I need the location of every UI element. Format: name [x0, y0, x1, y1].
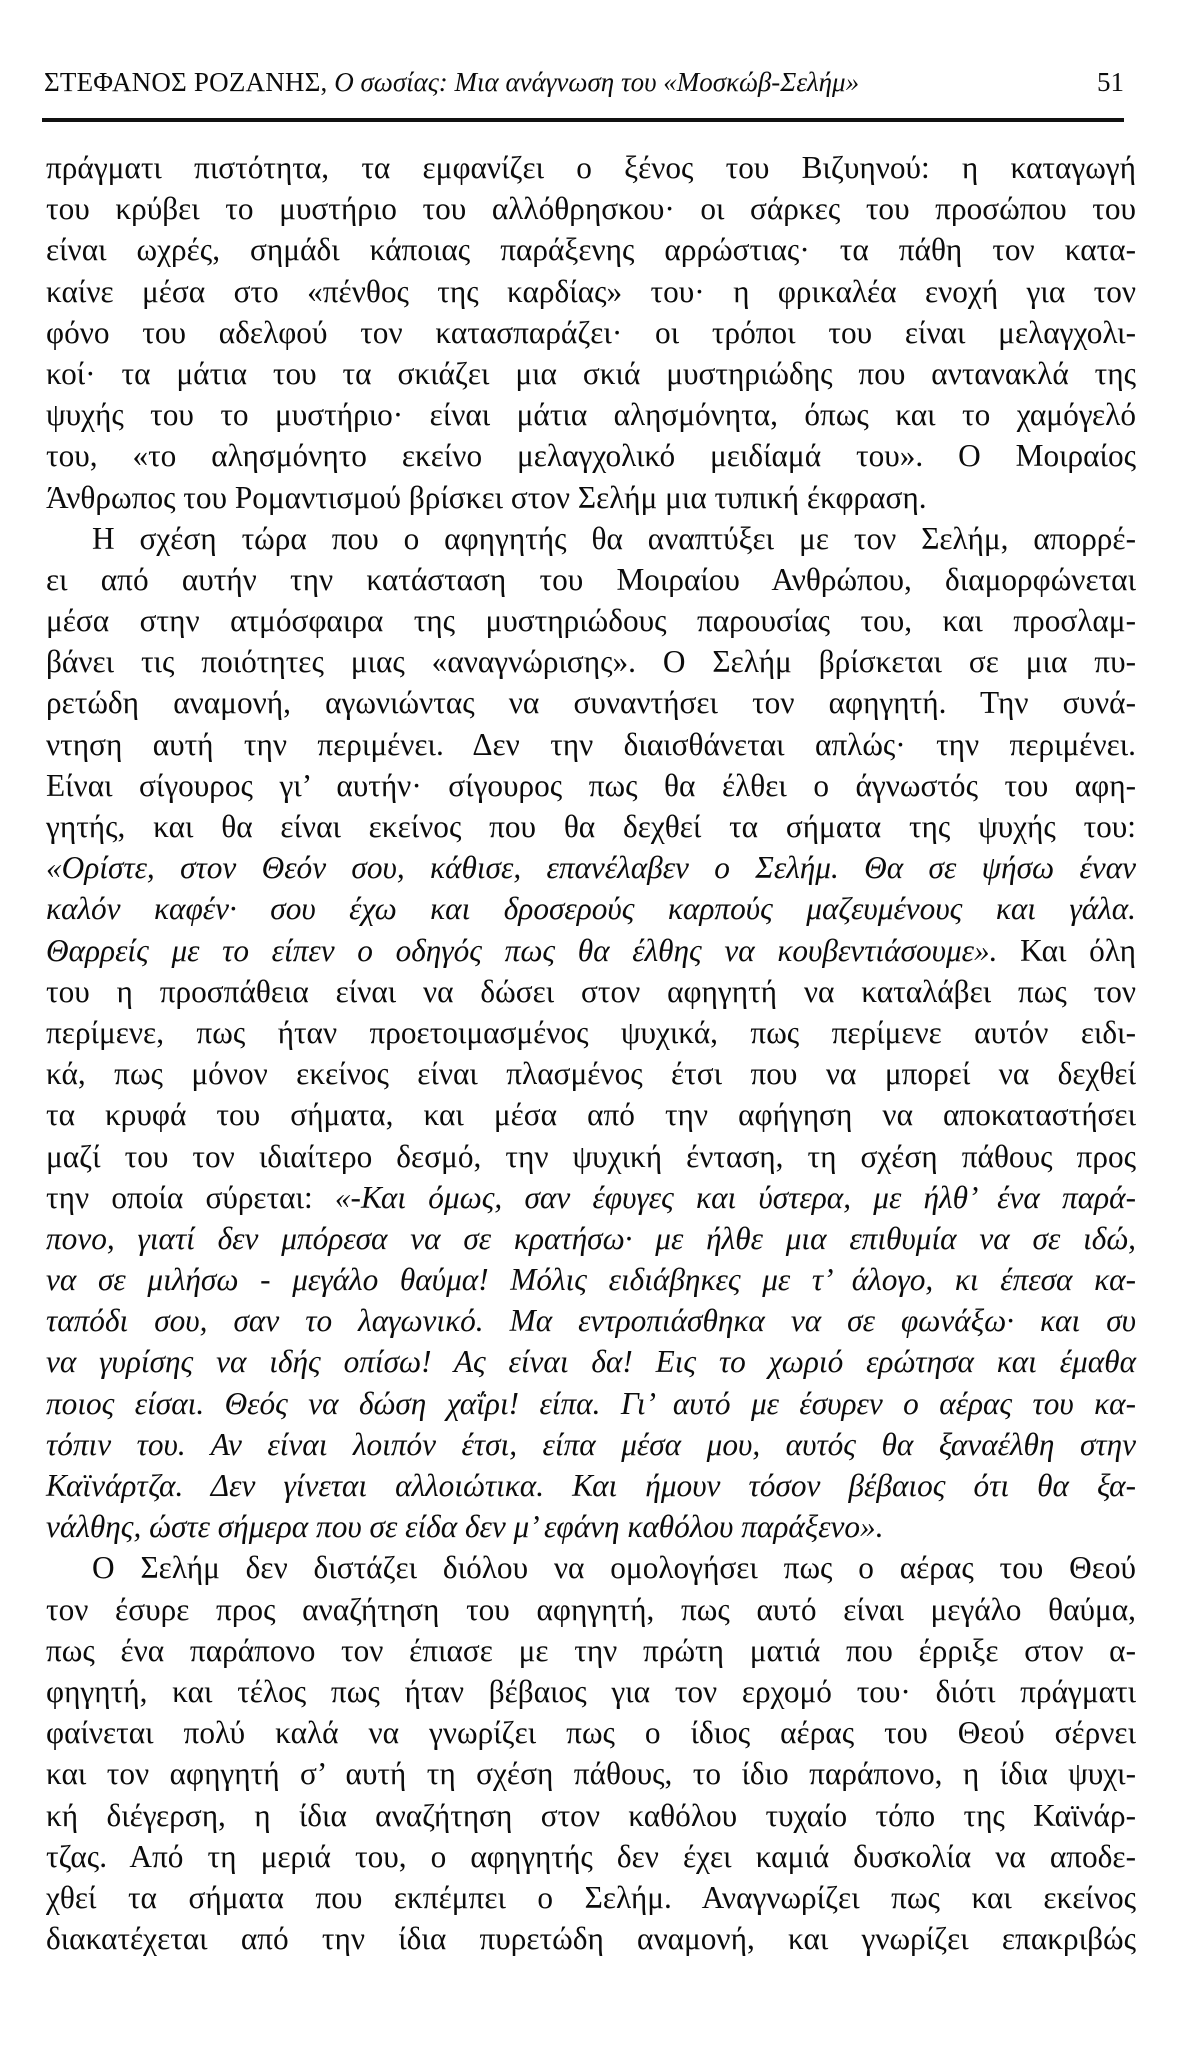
- text-line: τζας. Από τη μεριά του, ο αφηγητής δεν έχει καμιά δυσκολία να αποδε-: [46, 1838, 1136, 1874]
- text-line: κή διέγερση, η ίδια αναζήτηση στον καθόλου τυχαίο τόπο της Καϊνάρ-: [46, 1797, 1136, 1833]
- paragraph-3: [46, 1547, 1136, 1959]
- paragraph-1: [46, 147, 1136, 518]
- text-line: φόνο του αδελφού τον κατασπαράζει· οι τρόποι του είναι μελαγχολι-: [46, 314, 1136, 350]
- quote-fragment: «-Και όμως, σαν έφυγες και ύστερα, με ήλθ’ ένα παρά-: [334, 1179, 1136, 1215]
- text-line: πως ένα παράπονο τον έπιασε με την πρώτη ματιά που έρριξε στον α-: [46, 1632, 1136, 1668]
- text-line: γητής, και θα είναι εκείνος που θα δεχθεί τα σήματα της ψυχής του:: [46, 809, 1136, 844]
- quote-line: «Ορίστε, στον Θεόν σου, κάθισε, επανέλαβεν ο Σελήμ. Θα σε ψήσω έναν: [46, 850, 1136, 886]
- text-fragment: την οποία σύρεται:: [46, 1179, 335, 1215]
- header-title: Ο σωσίας: Μια ανάγνωση του «Μοσκώβ-Σελήμ»: [334, 67, 860, 97]
- paragraph-2: [46, 518, 1136, 1548]
- quote-line-mixed: [46, 930, 1136, 971]
- text-line: κοί· τα μάτια του τα σκιάζει μια σκιά μυστηριώδης που αντανακλά της: [46, 355, 1136, 391]
- text-line: χθεί τα σήματα που εκπέμπει ο Σελήμ. Αναγνωρίζει πως και εκείνος: [46, 1879, 1136, 1915]
- text-line: μαζί του τον ιδιαίτερο δεσμό, την ψυχική ένταση, τη σχέση πάθους προς: [46, 1138, 1136, 1174]
- text-line: ει από αυτήν την κατάσταση του Μοιραίου Ανθρώπου, διαμορφώνεται: [46, 561, 1136, 597]
- text-line: του κρύβει το μυστήριο του αλλόθρησκου· οι σάρκες του προσώπου του: [46, 191, 1136, 227]
- quote-line: τόπιν του. Αν είναι λοιπόν έτσι, είπα μέσα μου, αυτός θα ξαναέλθη στην: [46, 1426, 1136, 1462]
- text-line: ρετώδη αναμονή, αγωνιώντας να συναντήσει τον αφηγητή. Την συνά-: [46, 685, 1136, 721]
- text-line: και τον αφηγητή σ’ αυτή τη σχέση πάθους, το ίδιο παράπονο, η ίδια ψυχι-: [46, 1756, 1136, 1792]
- page-number: 51: [1097, 67, 1124, 97]
- text-line: διακατέχεται από την ίδια πυρετώδη αναμονή, και γνωρίζει επακριβώς: [46, 1921, 1136, 1957]
- text-fragment: Και όλη: [997, 932, 1136, 968]
- text-line: φαίνεται πολύ καλά να γνωρίζει πως ο ίδιος αέρας του Θεού σέρνει: [46, 1715, 1136, 1751]
- text-line: του, «το αλησμόνητο εκείνο μελαγχολικό μειδίαμά του». Ο Μοιραίος: [46, 438, 1136, 474]
- body-text: [46, 147, 1136, 1959]
- text-line: βάνει τις ποιότητες μιας «αναγνώρισης». Ο Σελήμ βρίσκεται σε μια πυ-: [46, 644, 1136, 680]
- quote-line: νάλθης, ώστε σήμερα που σε είδα δεν μ’ εφάνη καθόλου παράξενο».: [46, 1509, 884, 1545]
- header-author: ΣΤΕΦΑΝΟΣ ΡΟΖΑΝΗΣ,: [44, 67, 328, 97]
- running-header: [44, 62, 1124, 102]
- quote-line: να γυρίσης να ιδής οπίσω! Ας είναι δα! Εις το χωριό ερώτησα και έμαθα: [46, 1344, 1136, 1380]
- text-line: ντηση αυτή την περιμένει. Δεν την διαισθάνεται απλώς· την περιμένει.: [46, 726, 1136, 762]
- text-line: του η προσπάθεια είναι να δώσει στον αφηγητή να καταλάβει πως τον: [46, 973, 1136, 1009]
- text-line: φηγητή, και τέλος πως ήταν βέβαιος για τον ερχομό του· διότι πράγματι: [46, 1673, 1136, 1709]
- text-line: περίμενε, πως ήταν προετοιμασμένος ψυχικά, πως περίμενε αυτόν ειδι-: [46, 1014, 1136, 1050]
- quote-fragment: Θαρρείς με το είπεν ο οδηγός πως θα έλθης να κουβεντιάσουμε».: [46, 932, 998, 968]
- quote-line-mixed: [46, 1177, 1136, 1218]
- quote-line: ταπόδι σου, σαν το λαγωνικό. Μα εντροπιάσθηκα να σε φωνάξω· και συ: [46, 1303, 1136, 1339]
- text-line: μέσα στην ατμόσφαιρα της μυστηριώδους παρουσίας του, και προσλαμ-: [46, 603, 1136, 639]
- quote-line: πονο, γιατί δεν μπόρεσα να σε κρατήσω· με ήλθε μια επιθυμία να σε ιδώ,: [46, 1220, 1136, 1256]
- text-line: Είναι σίγουρος γι’ αυτήν· σίγουρος πως θα έλθει ο άγνωστός του αφη-: [46, 767, 1136, 803]
- quote-line: ποιος είσαι. Θεός να δώση χαΐρι! είπα. Γι’ αυτό με έσυρεν ο αέρας του κα-: [46, 1385, 1136, 1421]
- text-line: τα κρυφά του σήματα, και μέσα από την αφήγηση να αποκαταστήσει: [46, 1097, 1136, 1133]
- quote-line: Καϊνάρτζα. Δεν γίνεται αλλοιώτικα. Και ήμουν τόσον βέβαιος ότι θα ξα-: [46, 1468, 1136, 1503]
- quote-line: καλόν καφέν· σου έχω και δροσερούς καρπούς μαζευμένους και γάλα.: [46, 891, 1136, 927]
- text-line: ψυχής του το μυστήριο· είναι μάτια αλησμόνητα, όπως και το χαμόγελό: [46, 397, 1136, 433]
- text-line: Ο Σελήμ δεν διστάζει διόλου να ομολογήσει πως ο αέρας του Θεού: [92, 1550, 1136, 1586]
- text-line: Η σχέση τώρα που ο αφηγητής θα αναπτύξει με τον Σελήμ, απορρέ-: [92, 520, 1136, 556]
- text-line: Άνθρωπος του Ρομαντισμού βρίσκει στον Σελήμ μια τυπική έκφραση.: [46, 479, 927, 515]
- text-line: είναι ωχρές, σημάδι κάποιας παράξενης αρρώστιας· τα πάθη τον κατα-: [46, 232, 1136, 268]
- text-line: τον έσυρε προς αναζήτηση του αφηγητή, πως αυτό είναι μεγάλο θαύμα,: [46, 1591, 1136, 1627]
- text-line: πράγματι πιστότητα, τα εμφανίζει ο ξένος του Βιζυηνού: η καταγωγή: [46, 150, 1136, 185]
- text-line: καίνε μέσα στο «πένθος της καρδίας» του· η φρικαλέα ενοχή για τον: [46, 273, 1136, 309]
- text-line: κά, πως μόνον εκείνος είναι πλασμένος έτσι που να μπορεί να δεχθεί: [46, 1056, 1136, 1092]
- quote-line: να σε μιλήσω - μεγάλο θαύμα! Μόλις ειδιάβηκες με τ’ άλογο, κι έπεσα κα-: [46, 1262, 1136, 1298]
- header-rule: [42, 118, 1124, 122]
